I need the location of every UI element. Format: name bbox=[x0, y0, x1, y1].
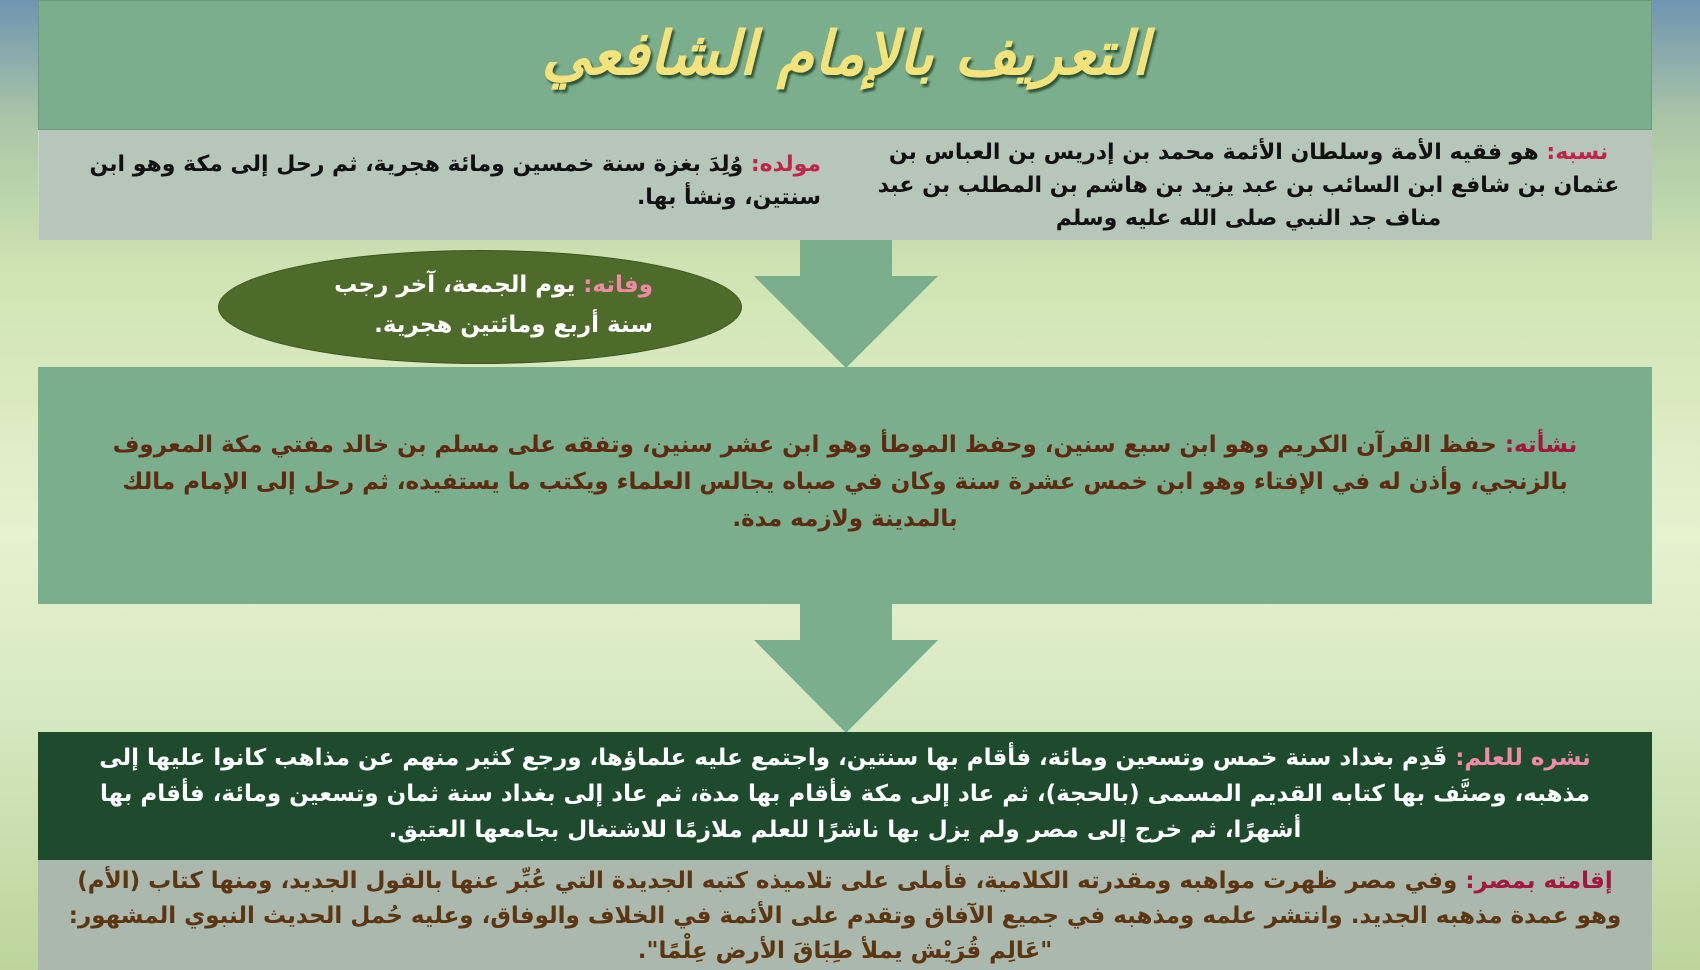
egypt-residence-text: وفي مصر ظهرت مواهبه ومقدرته الكلامية، فأملى على تلاميذه كتبه الجديدة التي عُبِّر عنها بالقول الجديد، ومنها كتاب (الأم) وهو عمدة مذهبه الجديد. وانتشر علمه ومذهبه في جميع الآفاق وتقدم على الأئمة في الخلاف والوفاق، وعليه حُمل الحديث النبوي المشهور: "عَالِم قُرَيْش يملأ طِبَاقَ الأرض عِلْمًا". bbox=[68, 868, 1622, 964]
birth-label: مولده: bbox=[750, 152, 821, 177]
upbringing-text: حفظ القرآن الكريم وهو ابن سبع سنين، وحفظ الموطأ وهو ابن عشر سنين، وتفقه على مسلم بن خالد مفتي مكة المعروف بالزنجي، وأذن له في الإفتاء وهو ابن خمس عشرة سنة وكان في صباه يجالس العلماء ويكتب ما يستفيده، ثم رحل إلى الإمام مالك بالمدينة ولازمه مدة. bbox=[112, 432, 1568, 532]
death-label: وفاته: bbox=[583, 272, 653, 298]
death-text: يوم الجمعة، آخر رجب سنة أربع ومائتين هجرية. bbox=[334, 272, 653, 338]
egypt-residence-label: إقامته بمصر: bbox=[1465, 868, 1613, 894]
title-banner bbox=[38, 0, 1652, 130]
spreading-knowledge-panel bbox=[38, 732, 1652, 860]
page-title: التعريف بالإمام الشافعي bbox=[541, 19, 1149, 89]
spreading-knowledge-label: نشره للعلم: bbox=[1455, 745, 1591, 771]
lineage-label: نسبه: bbox=[1546, 140, 1609, 165]
down-arrow-2 bbox=[754, 604, 938, 733]
birth-panel bbox=[38, 130, 845, 240]
upbringing-panel bbox=[38, 367, 1652, 604]
death-ellipse bbox=[218, 250, 742, 364]
birth-text: وُلِدَ بغزة سنة خمسين ومائة هجرية، ثم رحل إلى مكة وهو ابن سنتين، ونشأ بها. bbox=[89, 152, 821, 210]
egypt-residence-panel bbox=[38, 860, 1652, 970]
lineage-panel bbox=[845, 130, 1652, 240]
upbringing-label: نشأته: bbox=[1504, 432, 1578, 458]
spreading-knowledge-text: قَدِم بغداد سنة خمس وتسعين ومائة، فأقام بها سنتين، واجتمع عليه علماؤها، ورجع كثير منهم عن مذاهب كانوا عليها إلى مذهبه، وصنَّف بها كتابه القديم المسمى (بالحجة)، ثم عاد إلى مكة فأقام بها مدة، ثم عاد إلى بغداد سنة ثمان وتسعين ومائة، فأقام بها أشهرًا، ثم خرج إلى مصر ولم يزل بها ناشرًا للعلم ملازمًا للاشتغال بجامعها العتيق. bbox=[99, 745, 1591, 843]
lineage-text: هو فقيه الأمة وسلطان الأئمة محمد بن إدريس بن العباس بن عثمان بن شافع ابن السائب بن عبد يزيد بن هاشم بن المطلب بن عبد مناف جد النبي صلى الله عليه وسلم bbox=[877, 140, 1620, 231]
